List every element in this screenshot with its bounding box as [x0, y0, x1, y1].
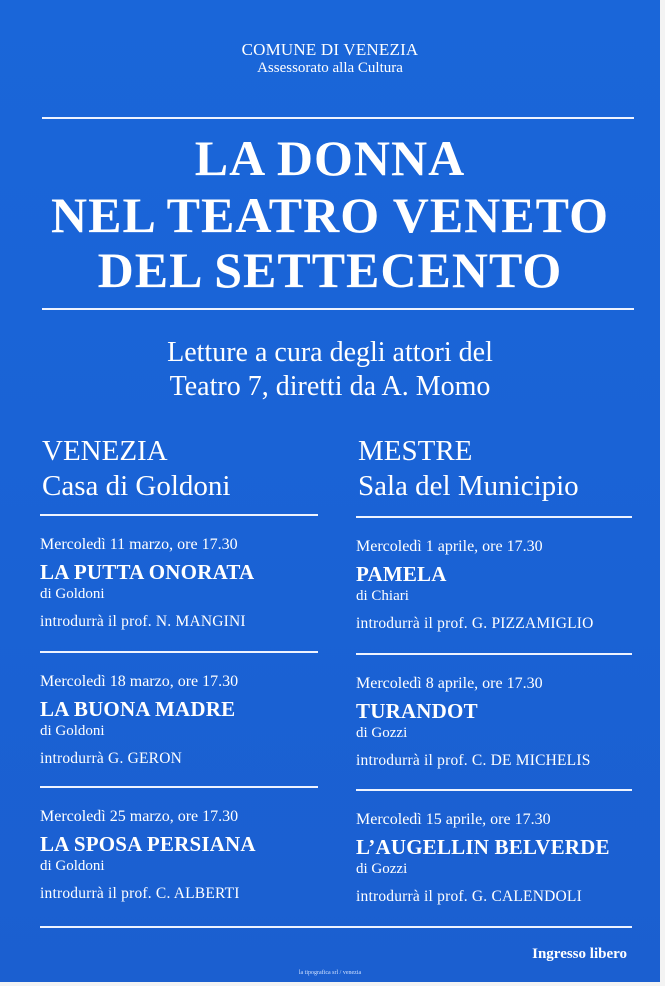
event-author: di Goldoni	[40, 586, 105, 602]
event-presenter: introdurrà il prof. G. CALENDOLI	[356, 888, 582, 905]
event-author: di Goldoni	[40, 858, 105, 874]
divider-bottom	[40, 926, 632, 928]
event-title: PAMELA	[356, 562, 447, 586]
event-title: L’AUGELLIN BELVERDE	[356, 835, 610, 859]
event-venezia-1	[40, 535, 330, 632]
organization-name: COMUNE DI VENEZIA	[241, 40, 419, 59]
venue-casa-goldoni: Casa di Goldoni	[42, 470, 231, 502]
event-author: di Chiari	[356, 588, 409, 604]
event-presenter: introdurrà il prof. C. ALBERTI	[40, 885, 240, 902]
city-mestre: MESTRE	[358, 435, 473, 467]
printer-credit: la tipografica srl / venezia	[298, 970, 362, 976]
divider-mestre-venue	[356, 516, 632, 518]
divider-venezia-2	[40, 786, 318, 788]
event-title: LA PUTTA ONORATA	[40, 560, 255, 584]
city-venezia: VENEZIA	[42, 435, 168, 467]
poster-title-line3: DEL SETTECENTO	[97, 242, 563, 298]
event-venezia-3	[40, 807, 330, 904]
divider-venezia-venue	[40, 514, 318, 516]
intro-line2: Teatro 7, diretti da A. Momo	[169, 371, 491, 402]
event-presenter: introdurrà G. GERON	[40, 750, 182, 767]
divider-mestre-2	[356, 789, 632, 791]
poster-title-line2: NEL TEATRO VENETO	[51, 187, 609, 243]
event-date: Mercoledì 8 aprile, ore 17.30	[356, 675, 543, 692]
event-author: di Gozzi	[356, 861, 408, 877]
event-mestre-2	[356, 674, 646, 771]
event-presenter: introdurrà il prof. N. MANGINI	[40, 613, 246, 630]
event-date: Mercoledì 11 marzo, ore 17.30	[40, 536, 238, 553]
intro-line1: Letture a cura degli attori del	[167, 337, 493, 368]
divider-mestre-1	[356, 653, 632, 655]
event-title: LA BUONA MADRE	[40, 697, 236, 721]
event-date: Mercoledì 25 marzo, ore 17.30	[40, 808, 239, 825]
divider-top	[42, 117, 634, 119]
event-presenter: introdurrà il prof. C. DE MICHELIS	[356, 752, 591, 769]
admission-note: Ingresso libero	[532, 946, 627, 962]
event-date: Mercoledì 18 marzo, ore 17.30	[40, 673, 239, 690]
event-title: LA SPOSA PERSIANA	[40, 832, 256, 856]
divider-under-title	[42, 308, 634, 310]
event-author: di Gozzi	[356, 725, 408, 741]
divider-venezia-1	[40, 651, 318, 653]
event-author: di Goldoni	[40, 723, 105, 739]
event-date: Mercoledì 1 aprile, ore 17.30	[356, 538, 543, 555]
event-mestre-3	[356, 810, 646, 907]
organization-department: Assessorato alla Cultura	[257, 60, 403, 76]
event-date: Mercoledì 15 aprile, ore 17.30	[356, 811, 551, 828]
event-mestre-1	[356, 537, 646, 634]
event-venezia-2	[40, 672, 330, 769]
event-presenter: introdurrà il prof. G. PIZZAMIGLIO	[356, 615, 594, 632]
poster-title-line1: LA DONNA	[194, 130, 466, 186]
venue-sala-municipio: Sala del Municipio	[358, 470, 579, 502]
event-title: TURANDOT	[356, 699, 478, 723]
